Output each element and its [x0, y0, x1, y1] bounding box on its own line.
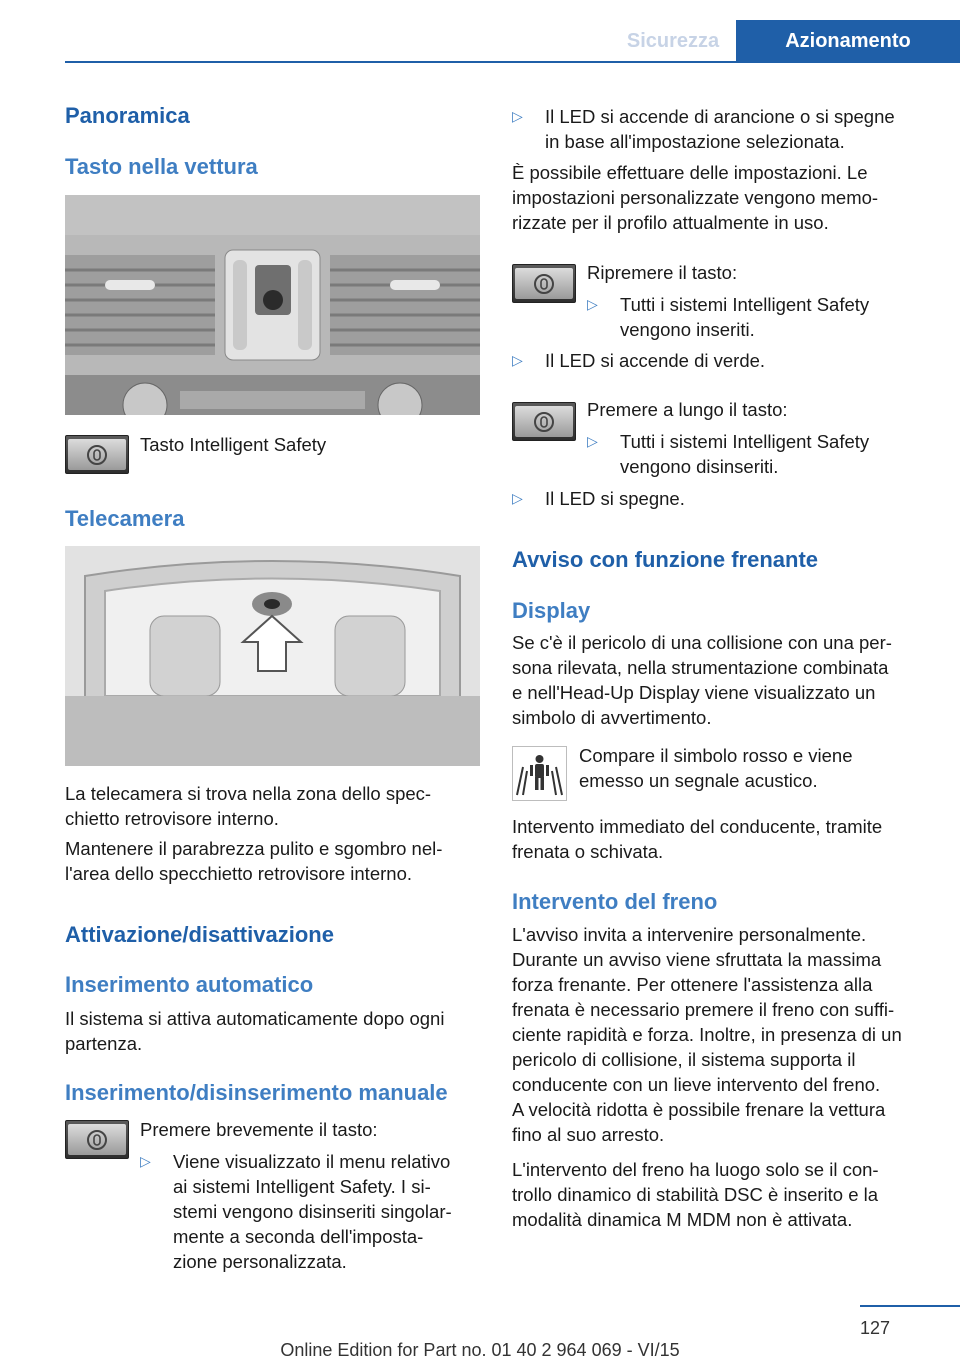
- safety-symbol-icon: [86, 444, 108, 466]
- heading-display: Display: [512, 598, 591, 623]
- windshield-illustration: [65, 546, 480, 766]
- intelligent-safety-key-icon: [512, 264, 576, 303]
- triangle-bullet-icon: ▷: [512, 352, 523, 368]
- bullet-led-orange: Il LED si accende di arancione o si spegne in base all'impostazione selezionata.: [545, 106, 895, 152]
- camera-location-photo: [65, 546, 480, 766]
- dashboard-illustration: [65, 195, 480, 415]
- bullet-menu: Viene visualizzato il menu relativo ai sistemi Intelligent Safety. I si- stemi vengono disinseriti singolar- mente a seconda dell'imposta- zione personalizzata.: [173, 1151, 452, 1272]
- heading-panoramica: Panoramica: [65, 103, 190, 128]
- dashboard-button-photo: [65, 195, 480, 415]
- header-section-tab[interactable]: [612, 20, 734, 63]
- triangle-bullet-icon: ▷: [587, 296, 598, 312]
- triangle-bullet-icon: ▷: [140, 1153, 151, 1169]
- intelligent-safety-key-icon: [512, 402, 576, 441]
- heading-tasto: Tasto nella vettura: [65, 154, 258, 179]
- safety-symbol-icon: [86, 1129, 108, 1151]
- paragraph-impostazioni: È possibile effettuare delle impostazioni. Le impostazioni personalizzate vengono memo- rizzate per il profilo attualmente in uso.: [512, 162, 879, 233]
- footer-edition: Online Edition for Part no. 01 40 2 964 069 - VI/15: [280, 1340, 680, 1360]
- intelligent-safety-key-icon: [65, 435, 129, 474]
- header-chapter-tab[interactable]: [736, 20, 960, 63]
- pedestrian-symbol: [513, 747, 566, 800]
- heading-attivazione: Attivazione/disattivazione: [65, 922, 334, 947]
- paragraph-freno-2: L'intervento del freno ha luogo solo se il con- trollo dinamico di stabilità DSC è inserito e la modalità dinamica M MDM non è attivata.: [512, 1159, 879, 1230]
- heading-telecamera: Telecamera: [65, 506, 185, 531]
- paragraph-ripremere: Ripremere il tasto:: [587, 262, 738, 283]
- bullet-led-off: Il LED si spegne.: [545, 488, 685, 509]
- paragraph-intervento: Intervento immediato del conducente, tramite frenata o schivata.: [512, 816, 883, 862]
- paragraph-freno-1: L'avviso invita a intervenire personalmente. Durante un avviso viene sfruttata la massima forza frenante. Per ottenere l'assistenza alla frenata è necessario premere il freno con suffi- ciente rapidità e forza. Inoltre, in presenza di un pericolo di collisione, il sistema supporta il conducente con un lieve intervento del freno. A velocità ridotta è possibile frenare la vettura fino al suo arresto.: [512, 924, 902, 1145]
- pedestrian-warning-icon: [512, 746, 567, 801]
- safety-symbol-icon: [533, 411, 555, 433]
- paragraph-keep-clean: Mantenere il parabrezza pulito e sgombro nel- l'area dello specchietto retrovisore interno.: [65, 838, 443, 884]
- paragraph-premere: Premere brevemente il tasto:: [140, 1119, 378, 1140]
- footer-rule: [860, 1305, 960, 1307]
- triangle-bullet-icon: ▷: [512, 108, 523, 124]
- paragraph-camera-location: La telecamera si trova nella zona dello spec- chietto retrovisore interno.: [65, 783, 432, 829]
- header-section-label: Sicurezza: [626, 30, 720, 52]
- paragraph-display: Se c'è il pericolo di una collisione con una per- sona rilevata, nella strumentazione combinata e nell'Head-Up Display viene visualizzato un simbolo di avvertimento.: [512, 632, 892, 728]
- heading-manuale: Inserimento/disinserimento manuale: [65, 1080, 448, 1105]
- bullet-disinseriti: Tutti i sistemi Intelligent Safety vengono disinseriti.: [620, 431, 870, 477]
- header-chapter-label: Azionamento: [785, 30, 911, 52]
- paragraph-lungo: Premere a lungo il tasto:: [587, 399, 788, 420]
- bullet-led-green: Il LED si accende di verde.: [545, 350, 766, 371]
- paragraph-simbolo: Compare il simbolo rosso e viene emesso un segnale acustico.: [579, 745, 853, 791]
- bullet-inseriti: Tutti i sistemi Intelligent Safety vengono inseriti.: [620, 294, 870, 340]
- heading-freno: Intervento del freno: [512, 889, 718, 914]
- safety-symbol-icon: [533, 273, 555, 295]
- heading-inserimento-auto: Inserimento automatico: [65, 972, 314, 997]
- triangle-bullet-icon: ▷: [587, 433, 598, 449]
- paragraph-auto: Il sistema si attiva automaticamente dopo ogni partenza.: [65, 1008, 445, 1054]
- triangle-bullet-icon: ▷: [512, 490, 523, 506]
- key-caption: Tasto Intelligent Safety: [140, 434, 327, 455]
- heading-avviso: Avviso con funzione frenante: [512, 547, 819, 572]
- page-number: 127: [860, 1318, 891, 1338]
- header-rule: [65, 61, 960, 63]
- intelligent-safety-key-icon: [65, 1120, 129, 1159]
